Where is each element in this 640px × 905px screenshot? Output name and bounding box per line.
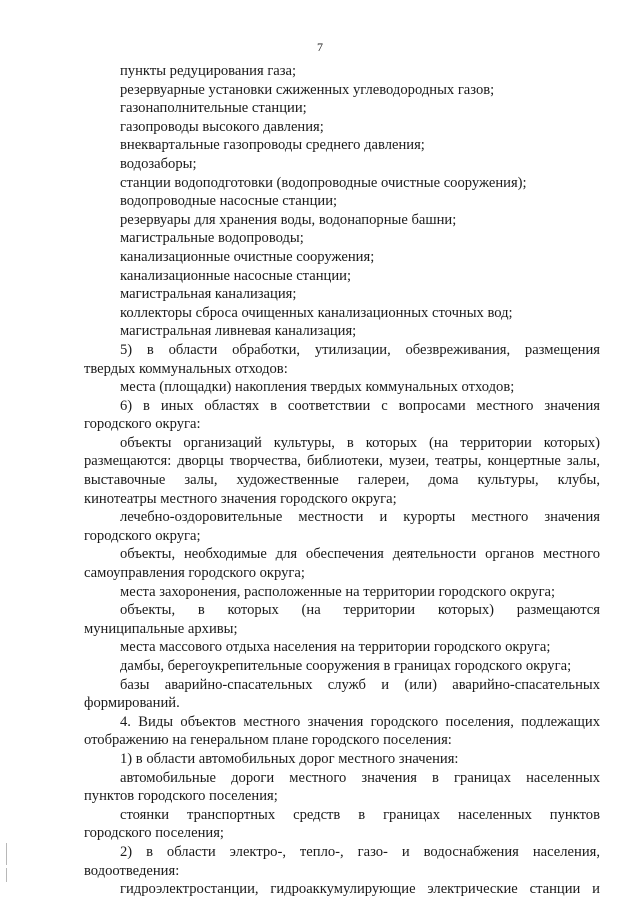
list-item: канализационные очистные сооружения; — [120, 248, 375, 265]
paragraph-first-line: базы аварийно-спасательных служб и (или) аварийно-спасательных — [120, 676, 600, 693]
page-number: 7 — [317, 40, 323, 54]
paragraph-continuation: отображению на генеральном плане городского поселения: — [84, 732, 452, 749]
paragraph-rescue — [84, 676, 600, 713]
list-item: магистральная ливневая канализация; — [120, 323, 357, 340]
paragraph-first-line: 6) в иных областях в соответствии с вопросами местного значения — [120, 397, 600, 414]
paragraph-government — [84, 545, 600, 582]
paragraph-first-line: стоянки транспортных средств в границах населенных пунктов — [120, 806, 600, 823]
list-item: места захоронения, расположенные на территории городского округа; — [120, 583, 556, 600]
paragraph-roads — [84, 769, 600, 806]
paragraph-continuation: пунктов городского поселения; — [84, 788, 278, 805]
list-item: пункты редуцирования газа; — [120, 63, 297, 79]
paragraph-first-line: объекты, в которых (на территории которых) размещаются — [120, 602, 600, 619]
list-item: дамбы, берегоукрепительные сооружения в границах городского округа; — [120, 658, 572, 674]
list-item: 1) в области автомобильных дорог местного значения: — [120, 750, 459, 767]
document-body — [84, 62, 600, 899]
list-item: резервуарные установки сжиженных углеводородных газов; — [120, 81, 495, 98]
paragraph-continuation: твердых коммунальных отходов: — [84, 360, 288, 377]
paragraph-continuation: самоуправления городского округа; — [84, 565, 305, 582]
paragraph-first-line: объекты организаций культуры, в которых (на территории которых) — [120, 434, 600, 451]
paragraph-continuation: формирований. — [84, 695, 180, 712]
list-item: места (площадки) накопления твердых коммунальных отходов; — [120, 379, 515, 396]
list-item: водозаборы; — [120, 155, 197, 172]
list-item: канализационные насосные станции; — [120, 267, 352, 284]
list-item: магистральная канализация; — [120, 286, 297, 303]
paragraph-first-line: автомобильные дороги местного значения в границах населенных — [120, 769, 600, 786]
scan-margin-mark — [6, 843, 7, 865]
list-item: внеквартальные газопроводы среднего давления; — [120, 137, 425, 154]
section-4-heading — [84, 713, 600, 750]
paragraph-continuation: городского округа; — [84, 527, 201, 544]
paragraph-archives — [84, 601, 600, 638]
paragraph-continuation: городского округа: — [84, 416, 201, 433]
paragraph-utilities — [84, 843, 600, 880]
list-item: места массового отдыха населения на территории городского округа; — [120, 639, 551, 656]
paragraph-line: выставочные залы, художественные галереи, дома культуры, клубы, — [84, 472, 600, 489]
paragraph-parking — [84, 806, 600, 843]
list-item: резервуары для хранения воды, водонапорные башни; — [120, 211, 457, 228]
list-item: коллекторы сброса очищенных канализационных сточных вод; — [120, 304, 513, 321]
list-item: газонаполнительные станции; — [120, 100, 307, 117]
paragraph-hydro — [84, 880, 600, 899]
paragraph-continuation: городского поселения; — [84, 825, 224, 842]
paragraph-first-line: объекты, необходимые для обеспечения деятельности органов местного — [120, 546, 600, 563]
paragraph-other-areas — [84, 397, 600, 434]
paragraph-continuation: муниципальные архивы; — [84, 620, 238, 637]
paragraph-first-line: лечебно-оздоровительные местности и курорты местного значения — [120, 509, 600, 526]
paragraph-continuation: водоотведения: — [84, 862, 180, 879]
paragraph-health — [84, 508, 600, 545]
scan-margin-mark — [6, 868, 7, 882]
paragraph-culture — [84, 434, 600, 508]
list-item: магистральные водопроводы; — [120, 230, 304, 247]
list-item: газопроводы высокого давления; — [120, 118, 324, 135]
paragraph-line: размещаются: дворцы творчества, библиотеки, музеи, театры, концертные залы, — [84, 453, 600, 470]
paragraph-first-line: 4. Виды объектов местного значения городского поселения, подлежащих — [120, 713, 600, 730]
list-item: станции водоподготовки (водопроводные очистные сооружения); — [120, 174, 527, 191]
paragraph-waste — [84, 341, 600, 378]
paragraph-first-line: гидроэлектростанции, гидроаккумулирующие электрические станции и — [120, 881, 600, 898]
list-item: водопроводные насосные станции; — [120, 193, 338, 210]
paragraph-first-line: 2) в области электро-, тепло-, газо- и водоснабжения населения, — [120, 843, 600, 860]
paragraph-first-line: 5) в области обработки, утилизации, обезвреживания, размещения — [120, 341, 600, 358]
paragraph-continuation: кинотеатры местного значения городского округа; — [84, 490, 397, 507]
